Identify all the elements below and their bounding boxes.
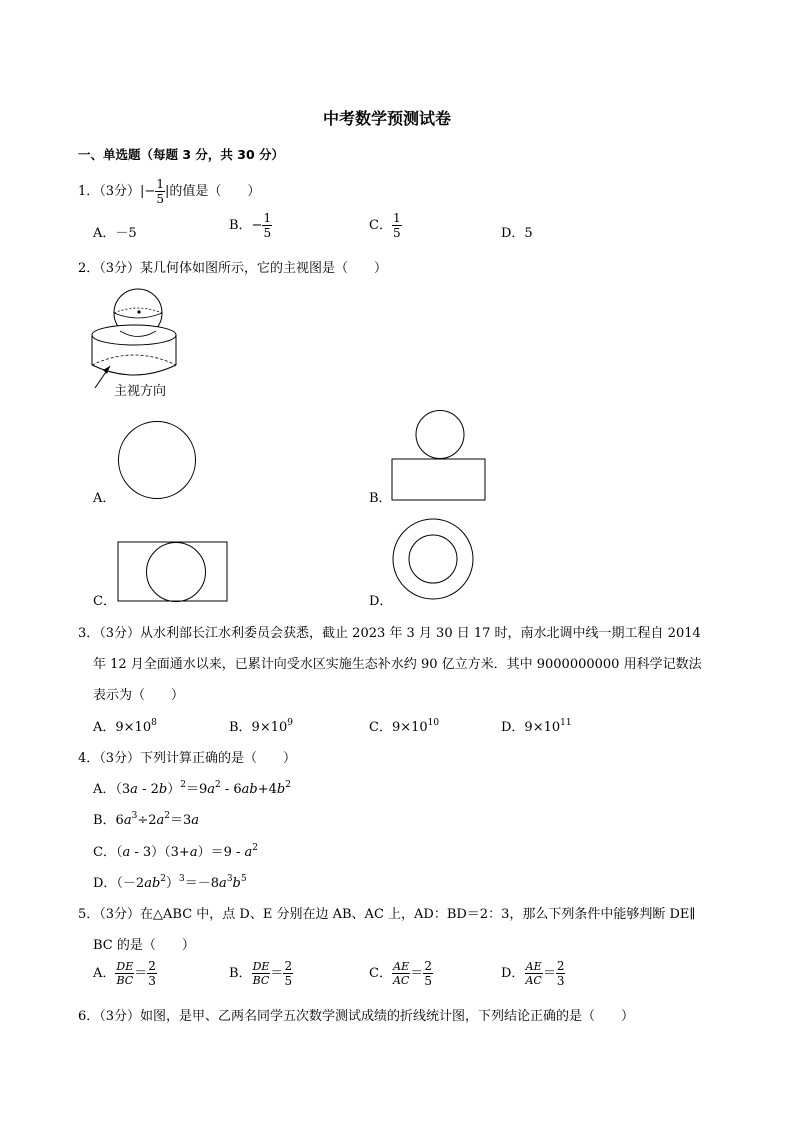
q2-option-d[interactable]: D． [369,594,393,609]
question-5-line-1: 5．（3分）在△ABC 中，点 D、E 分别在边 AB、AC 上，AD：BD＝2：3，那么下列条件中能够判断 DE∥ [78,907,696,922]
option-text: C．9×10 [369,720,428,735]
fraction-denominator: 5 [392,226,401,240]
q1-option-c[interactable] [369,212,402,239]
exponent: 11 [560,718,572,728]
value-fraction [423,960,433,987]
fraction-denominator: AC [525,974,542,987]
q4-option-b[interactable]: B．$6a^3\div 2a^2=3a$ [93,811,200,828]
question-1-suffix: |的值是（ ） [164,184,261,199]
q1-option-b[interactable] [229,212,272,239]
fraction-numerator: AE [525,960,542,973]
value-fraction [556,960,566,987]
q2-option-b[interactable]: B． [369,491,392,506]
cylinder-bottom-back [92,355,176,365]
abs-bar-open: |− [140,184,156,199]
q5-option-a[interactable] [93,960,157,987]
ratio-fraction [524,961,542,986]
fraction-numerator: 1 [263,211,272,225]
exponent: 10 [427,718,440,728]
question-1-prefix: 1．（3分） [78,184,141,199]
fraction-denominator: 5 [156,192,164,206]
option-text: D．9×10 [501,720,561,735]
option-a-figure [118,421,198,501]
fraction-denominator: AC [392,974,410,987]
option-label: B． [229,966,252,981]
option-b-figure [391,410,487,502]
q3-option-d[interactable] [501,716,572,735]
option-label: B．− [229,218,263,233]
q3-option-c[interactable] [369,716,439,735]
question-3-line-3: 表示为（ ） [93,688,185,703]
option-c-rectangle [118,542,227,601]
option-b-rectangle [392,459,485,500]
equals-sign: ＝ [410,966,424,981]
option-label: C． [369,218,392,233]
page-title: 中考数学预测试卷 [323,109,452,128]
fraction-denominator: BC [252,974,270,987]
fraction-denominator: 5 [263,226,272,240]
option-label: D． [501,966,525,981]
equals-sign: ＝ [270,966,284,981]
ratio-fraction [252,961,271,986]
q3-option-a[interactable] [93,716,157,735]
equals-sign: ＝ [134,966,148,981]
q1-option-d[interactable]: D．5 [501,226,533,241]
q3-option-b[interactable] [229,716,293,735]
q5-option-b[interactable] [229,960,293,987]
fraction-one-fifth [155,178,165,205]
fraction-denominator: 5 [284,974,293,988]
q1-option-a[interactable]: A．－5 [93,226,137,241]
option-label: A． [93,966,116,981]
question-4-stem: 4．（3分）下列计算正确的是（ ） [78,751,297,766]
fraction-numerator: 2 [556,959,565,973]
exponent: 9 [287,718,293,728]
q4-option-d[interactable]: D．$(-2ab^2)^3=-8a^3b^5$ [93,874,247,891]
fraction-numerator: DE [116,960,134,973]
question-5-line-2: BC 的是（ ） [93,938,195,953]
exponent: 8 [151,718,157,728]
option-c-figure [117,541,229,603]
option-d-inner-circle [409,535,457,583]
option-c-circle [147,543,206,602]
cylinder-top [92,325,176,345]
value-fraction [283,960,293,987]
option-d-outer-circle [393,519,473,599]
fraction-numerator: 2 [284,959,293,973]
fraction-denominator: 5 [424,974,432,988]
fraction-numerator: 2 [424,959,432,973]
q5-option-d[interactable] [501,960,565,987]
fraction-numerator: AE [393,960,410,973]
q5-option-c[interactable] [369,960,433,987]
fraction-denominator: 3 [556,974,565,988]
arrow-head [103,366,110,374]
option-text: A．9×10 [93,720,152,735]
equals-sign: ＝ [542,966,556,981]
q2-option-c[interactable]: C． [93,594,116,609]
q2-option-a[interactable]: A． [93,491,116,506]
ratio-fraction [392,961,410,986]
fraction-numerator: 2 [148,959,156,973]
fraction-denominator: 3 [148,974,156,988]
value-fraction [147,960,157,987]
question-6-stem: 6．（3分）如图，是甲、乙两名同学五次数学测试成绩的折线统计图，下列结论正确的是（ ） [78,1009,635,1024]
ratio-fraction [115,961,134,986]
q4-option-a[interactable]: A．$(3a - 2b)^2=9a^2 - 6ab+4b^2$ [93,780,291,797]
figure-caption: 主视方向 [114,384,167,399]
question-3-line-2: 年 12 月全面通水以来，已累计向受水区实施生态补水约 90 亿立方米．其中 9000000000 用科学记数法 [93,657,702,672]
fraction [262,212,272,239]
fraction [392,212,402,239]
sphere-equator-front [114,313,162,318]
option-text: B．9×10 [229,720,288,735]
option-d-figure [392,517,474,603]
option-b-circle [416,411,464,459]
fraction-numerator: DE [252,960,270,973]
option-label: C． [369,966,392,981]
section-heading: 一、单选题（每题 3 分，共 30 分） [78,147,285,162]
fraction-numerator: 1 [392,211,401,225]
option-a-circle [119,422,196,499]
question-1-stem [78,178,260,205]
sphere-center-dot [137,310,140,313]
q4-option-c[interactable]: C．$(a - 3)(3+a)=9 - a^2$ [93,843,259,860]
fraction-numerator: 1 [156,177,164,191]
question-2-stem: 2．（3分）某几何体如图所示，它的主视图是（ ） [78,261,388,276]
question-3-line-1: 3．（3分）从水利部长江水利委员会获悉，截止 2023 年 3 月 30 日 17 时，南水北调中线一期工程自 2014 [78,626,701,641]
fraction-denominator: BC [116,974,134,987]
